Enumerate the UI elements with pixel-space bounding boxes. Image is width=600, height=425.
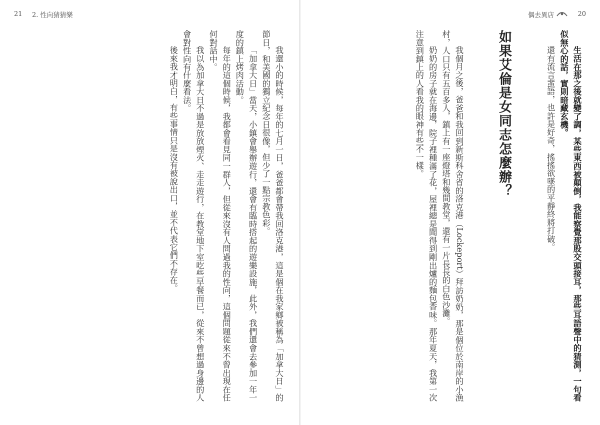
body-paragraph: 生活在那之後就變了調，某些東西被顛倒，我能察覺那股交頭接耳，那些耳語聲中的猜測，一句看似無心的話，實則暗藏玄機。 [559,30,583,402]
right-page [300,0,600,425]
left-page-number: 21 [14,10,23,18]
left-page-body [18,30,286,402]
body-paragraph: 後來我才明白，有些事情只是沒有被說出口，並不代表它們不存在。 [169,46,180,293]
body-paragraph: 每年的這個時候，我都會看見同一群人，但從來沒有人問過我的性向，這個問題從來不曾出現在任何對話中。 [208,30,233,402]
right-page-number: 20 [577,10,586,18]
body-paragraph: 我個月之後，爸爸和我回到新斯科舍省的洛克港（Lockeport）拜訪奶奶，那是個位於南岸的小漁村，人口只有五百多人，鎮上有一座燈塔和幾間教堂，還有一片長長的白色沙灘。 [441,30,465,402]
body-paragraph: 還有流言蜚語，也許是好奇，搖搖欲墜的平靜終將打破。 [546,46,557,252]
book-running-title: 偶去異店 [528,11,554,19]
section-heading: 如果艾倫是女同志怎麼辦？ [496,30,511,198]
chapter-running-header: 2. 性向猜猜樂 [32,11,73,19]
body-paragraph: 「加拿大日」當天，小鎮會舉辦遊行，還會有臨時搭起的遊樂設施，此外，我們還會去參加一年一度的鎮上烤肉活動。 [235,30,259,402]
right-page-opening-text [540,30,584,402]
ornament-icon [556,10,568,17]
body-paragraph: 我以為加拿大日不過是放放煙火、走走遊行，在教堂地下室吃些早餐而已，從來不曾想過身邊的人會對性向有什麼看法。 [182,30,206,402]
body-paragraph: 我還小的時候，每年的七月一日，爸爸都會帶我回洛克港，這是個在我家鄉被稱為「加拿大日」的節日，和美國的獨立紀念日很像，但少了一點宗教色彩。 [261,30,285,402]
right-page-body [308,30,466,402]
body-paragraph: 奶奶的房子就在海邊，院子裡種滿了花，屋裡總是聞得到剛出爐的麵包香味。那年夏天，我第一次注意到鎮上的人看我的眼神有些不一樣。 [415,30,439,402]
